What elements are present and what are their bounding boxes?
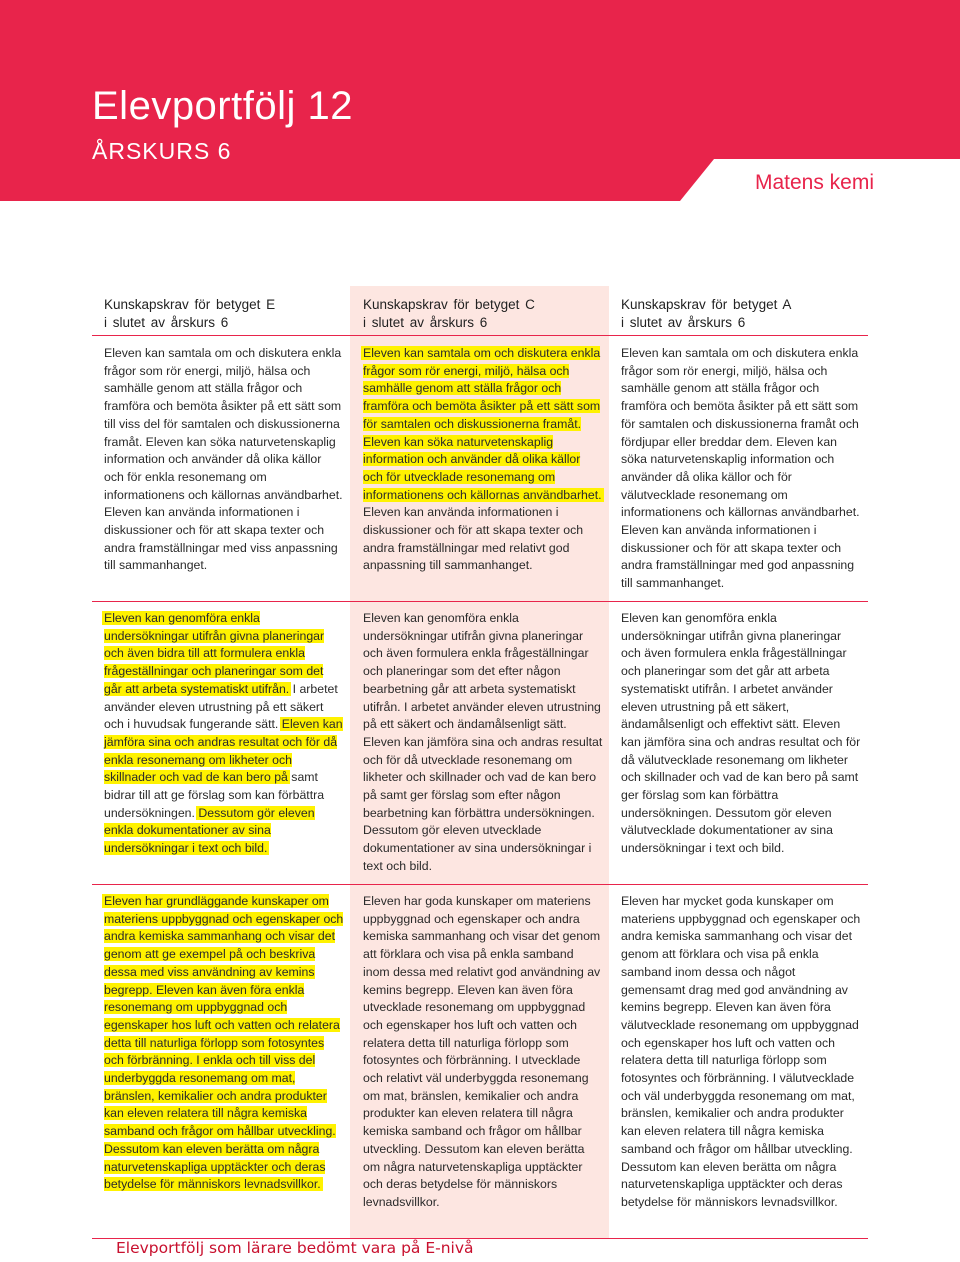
plain-text: Eleven kan använda informationen i diskussioner och för att skapa texter och andra framställningar med relativt god anpassning till sammanhanget. (363, 505, 584, 573)
highlighted-text: Eleven kan jämföra sina och andras resultat och för då enkla resonemang om likheter och skillnader och vad de kan bero på (104, 717, 343, 785)
divider-line (92, 884, 868, 885)
plain-text: Eleven kan samtala om och diskutera enkla frågor som rör energi, miljö, hälsa och samhälle genom att ställa frågor och framföra och bemöta åsikter på ett sätt som till viss del för samtalen och diskussionerna framåt. Eleven kan söka naturvetenskaplig information och använder då olika källor och för enkla resonemang om informationens och källornas användbarhet. Eleven kan använda informationen i diskussioner och för att skapa texter och andra framställningar med viss anpassning till sammanhanget. (104, 346, 343, 573)
criteria-text-e-3 (104, 893, 344, 1194)
grade-c-heading (363, 296, 613, 332)
subject-tag-label: Matens kemi (754, 171, 874, 194)
plain-text: I arbetet använder eleven utrustning på ett säkert och i huvudsak fungerande sätt. (104, 681, 338, 732)
grade-e-heading-line2: i slutet av årskurs 6 (104, 315, 229, 330)
plain-text: Eleven kan genomföra enkla undersökningar utifrån givna planeringar och även formulera enkla frågeställningar och planeringar som det går att arbeta systematiskt utifrån. I arbetet använder eleven utrustning på ett säkert, ändamålsenligt och effektivt sätt. Eleven kan jämföra sina och andras resultat och för då välutvecklade resonemang om likheter och skillnader och vad de kan bero på samt ger förslag som kan förbättra undersökningen. Dessutom gör eleven välutvecklade dokumentationer av sina undersökningar i text och bild. (621, 611, 861, 856)
criteria-text-c-2 (363, 610, 603, 876)
criteria-text-e-1 (104, 345, 344, 575)
grade-c-heading-line1: Kunskapskrav för betyget C (363, 297, 535, 312)
grade-a-heading-line1: Kunskapskrav för betyget A (621, 297, 792, 312)
page-title: Elevportfölj 12 (92, 84, 353, 128)
grade-c-heading-line2: i slutet av årskurs 6 (363, 315, 488, 330)
criteria-text-a-3 (621, 893, 861, 1212)
criteria-text-e-2 (104, 610, 344, 858)
grade-a-heading (621, 296, 871, 332)
grade-a-heading-line2: i slutet av årskurs 6 (621, 315, 746, 330)
highlighted-text: Eleven kan samtala om och diskutera enkla frågor som rör energi, miljö, hälsa och samhälle genom att ställa frågor och framföra och bemöta åsikter på ett sätt som för samtalen och diskussionerna framåt. Eleven kan söka naturvetenskaplig information och använder då olika källor och för utvecklade resonemang om informationens och källornas användbarhet. (363, 346, 602, 502)
grade-e-heading (104, 296, 354, 332)
plain-text: Eleven har mycket goda kunskaper om materiens uppbyggnad och egenskaper och andra kemiska sammanhang och visar det genom att förklara och visa på enkla samband inom dessa och något gemensamt drag med god användning av kemins begrepp. Eleven kan även föra välutvecklade resonemang om uppbyggnad och egenskaper hos luft och vatten och relatera detta till naturliga förlopp som fotosyntes och förbränning. I välutvecklade och väl underbyggda resonemang om mat, bränslen, kemikalier och andra produkter kan eleven relatera till några kemiska samband och frågor om hållbar utveckling. Dessutom kan eleven berätta om några naturvetenskapliga upptäckter och deras betydelse för människors levnadsvillkor. (621, 894, 861, 1209)
page-subtitle: ÅRSKURS 6 (92, 138, 232, 164)
criteria-text-a-2 (621, 610, 861, 858)
criteria-text-a-1 (621, 345, 861, 593)
plain-text: Eleven har goda kunskaper om materiens uppbyggnad och egenskaper och andra kemiska sammanhang och visar det genom att förklara och visa på enkla samband inom dessa med relativt god användning av kemins begrepp. Eleven kan även föra utvecklade resonemang om uppbyggnad och egenskaper hos luft och vatten och relatera detta till naturliga förlopp som fotosyntes och förbränning. I utvecklade och relativt väl underbyggda resonemang om mat, bränslen, kemikalier och andra produkter kan eleven relatera till några kemiska samband och frågor om hållbar utveckling. Dessutom kan eleven berätta om några naturvetenskapliga upptäckter och deras betydelse för människors levnadsvillkor. (363, 894, 601, 1209)
highlighted-text: Eleven har grundläggande kunskaper om materiens uppbyggnad och egenskaper och andra kemiska sammanhang och visar det genom att ge exempel på och beskriva dessa med viss användning av kemins begrepp. Eleven kan även föra enkla resonemang om uppbyggnad och egenskaper hos luft och vatten och relatera detta till naturliga förlopp som fotosyntes och förbränning. I enkla och till viss del underbyggda resonemang om mat, bränslen, kemikalier och andra produkter kan eleven relatera till några kemiska samband och frågor om hållbar utveckling. Dessutom kan eleven berätta om några naturvetenskapliga upptäckter och deras betydelse för människors levnadsvillkor. (104, 894, 344, 1192)
grade-e-heading-line1: Kunskapskrav för betyget E (104, 297, 276, 312)
criteria-text-c-1 (363, 345, 603, 575)
header-banner (0, 0, 960, 201)
plain-text: Eleven kan samtala om och diskutera enkla frågor som rör energi, miljö, hälsa och samhälle genom att ställa frågor och framföra och bemöta åsikter på ett sätt som för samtalen och diskussionerna framåt och fördjupar eller breddar dem. Eleven kan söka naturvetenskaplig information och använder då olika källor och för välutvecklade resonemang om informationens och källornas användbarhet. Eleven kan använda informationen i diskussioner och för att skapa texter och andra framställningar med god anpassning till sammanhanget. (621, 346, 860, 591)
divider-line (92, 335, 868, 336)
subject-tag (680, 159, 960, 201)
plain-text: Eleven kan genomföra enkla undersökningar utifrån givna planeringar och även formulera enkla frågeställningar och planeringar som det efter någon bearbetning går att arbeta systematiskt utifrån. I arbetet använder eleven utrustning på ett säkert och ändamålsenligt sätt. Eleven kan jämföra sina och andras resultat och för då utvecklade resonemang om likheter och skillnader och vad de kan bero på samt ger förslag som efter någon bearbetning kan förbättra undersökningen. Dessutom gör eleven utvecklade dokumentationer av sina undersökningar i text och bild. (363, 611, 603, 873)
footer-note: Elevportfölj som lärare bedömt vara på E-nivå (116, 1239, 474, 1257)
criteria-text-c-3 (363, 893, 603, 1212)
divider-line (92, 601, 868, 602)
plain-text: samt bidrar till att ge förslag som kan förbättra undersökningen. (104, 770, 325, 820)
highlighted-text: Dessutom gör eleven enkla dokumentationer av sina undersökningar i text och bild. (104, 805, 315, 856)
highlighted-text: Eleven kan genomföra enkla undersökningar utifrån givna planeringar och även bidra till att formulera enkla frågeställningar och planeringar som det går att arbeta systematiskt utifrån. (104, 611, 325, 696)
